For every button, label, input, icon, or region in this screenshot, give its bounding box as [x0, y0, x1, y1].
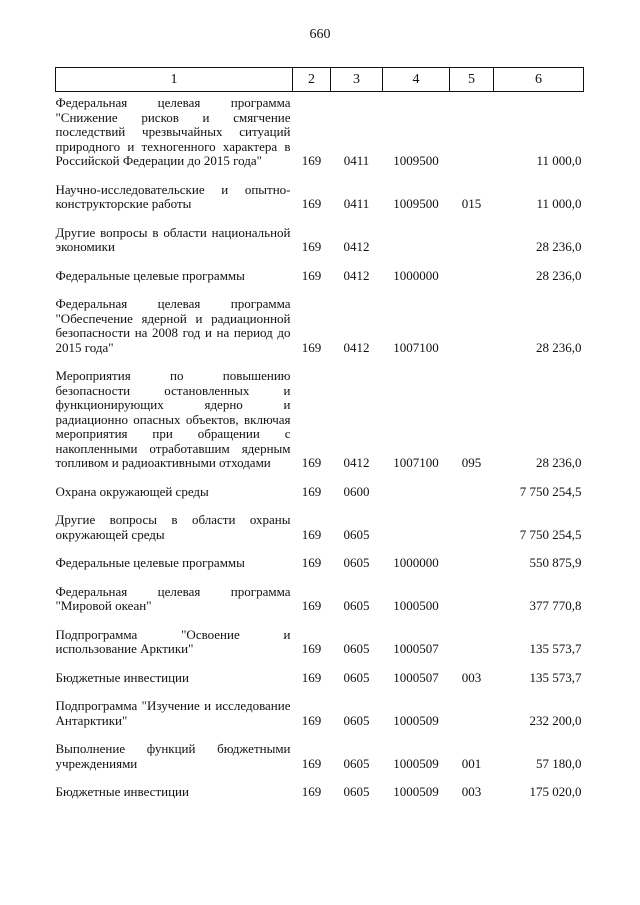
row-section-code: 0412	[343, 339, 370, 355]
row-expense-type	[450, 220, 494, 263]
row-ministry-code: 169	[301, 239, 322, 254]
row-name: Охрана окружающей среды	[55, 483, 209, 499]
header-col-1: 1	[56, 68, 293, 92]
row-name: Федеральная целевая программа "Снижение рисков и смягчение последствий чрезвычайных ситуаций природного и техногенного характера в Российской Федерации до 2015 года"	[55, 95, 291, 168]
row-amount: 135 573,7	[529, 641, 582, 656]
table-row	[56, 622, 584, 665]
row-name: Федеральная целевая программа "Обеспечение ядерной и радиационной безопасности на 2008 год и на период до 2015 года"	[55, 296, 291, 355]
row-name: Федеральные целевые программы	[55, 555, 245, 570]
row-expense-type	[450, 479, 494, 508]
row-expense-type: 003	[461, 784, 482, 799]
row-expense-type: 015	[461, 196, 482, 211]
table-body	[56, 92, 584, 808]
row-section-code: 0412	[343, 267, 370, 283]
budget-table	[55, 67, 584, 808]
row-name: Другие вопросы в области охраны окружающей среды	[55, 512, 291, 542]
row-name: Другие вопросы в области национальной экономики	[55, 224, 291, 254]
table-row	[56, 479, 584, 508]
row-amount: 135 573,7	[529, 669, 582, 685]
row-target-code: 1000509	[393, 784, 439, 799]
row-expense-type: 001	[461, 755, 482, 771]
row-ministry-code: 169	[301, 755, 322, 771]
table-row	[56, 550, 584, 579]
table-row	[56, 779, 584, 808]
row-ministry-code: 169	[301, 455, 322, 470]
row-ministry-code: 169	[301, 712, 322, 728]
row-section-code: 0605	[343, 641, 370, 656]
row-target-code: 1000509	[393, 755, 439, 771]
table-row	[56, 736, 584, 779]
table-row	[56, 263, 584, 292]
row-amount: 550 875,9	[529, 555, 582, 570]
row-section-code: 0605	[343, 755, 370, 771]
table-row	[56, 507, 584, 550]
row-amount: 11 000,0	[536, 196, 582, 211]
row-name: Подпрограмма "Изучение и исследование Антарктики"	[55, 698, 291, 728]
row-name: Научно-исследовательские и опытно-конструкторские работы	[55, 181, 291, 211]
row-section-code: 0605	[343, 712, 370, 728]
row-expense-type: 003	[461, 669, 482, 685]
row-section-code: 0605	[343, 526, 370, 542]
row-expense-type	[450, 507, 494, 550]
row-name: Выполнение функций бюджетными учреждениями	[55, 741, 291, 771]
row-expense-type: 095	[461, 455, 482, 470]
row-amount: 28 236,0	[536, 239, 582, 254]
row-ministry-code: 169	[301, 641, 322, 656]
row-name: Федеральная целевая программа "Мировой океан"	[55, 583, 291, 613]
row-target-code: 1009500	[393, 196, 439, 211]
row-section-code: 0605	[343, 598, 370, 613]
row-amount: 7 750 254,5	[519, 526, 582, 542]
table-row	[56, 220, 584, 263]
header-col-4: 4	[383, 68, 450, 92]
row-ministry-code: 169	[301, 196, 322, 211]
row-name: Подпрограмма "Освоение и использование Арктики"	[55, 626, 291, 656]
header-row	[56, 68, 584, 92]
row-target-code: 1000509	[393, 712, 439, 728]
row-expense-type	[450, 263, 494, 292]
row-target-code	[383, 220, 450, 263]
row-ministry-code: 169	[301, 598, 322, 613]
row-expense-type	[450, 92, 494, 177]
page-number: 660	[309, 27, 331, 42]
row-target-code: 1007100	[393, 339, 439, 355]
row-target-code	[383, 507, 450, 550]
table-row	[56, 363, 584, 479]
row-name: Бюджетные инвестиции	[55, 669, 189, 685]
row-amount: 28 236,0	[536, 267, 582, 283]
header-col-5: 5	[450, 68, 494, 92]
row-target-code: 1007100	[393, 455, 439, 470]
row-target-code: 1009500	[393, 153, 439, 168]
row-section-code: 0412	[343, 239, 370, 254]
row-target-code: 1000507	[393, 669, 439, 685]
row-target-code: 1000500	[393, 598, 439, 613]
row-expense-type	[450, 622, 494, 665]
row-target-code: 1000000	[393, 555, 439, 570]
row-amount: 28 236,0	[536, 339, 582, 355]
row-ministry-code: 169	[301, 339, 322, 355]
row-ministry-code: 169	[301, 483, 322, 499]
table-row	[56, 665, 584, 694]
row-expense-type	[450, 579, 494, 622]
row-amount: 377 770,8	[529, 598, 582, 613]
row-ministry-code: 169	[301, 267, 322, 283]
row-name: Федеральные целевые программы	[55, 267, 245, 283]
header-col-6: 6	[494, 68, 584, 92]
row-section-code: 0600	[343, 483, 370, 499]
table-row	[56, 177, 584, 220]
row-amount: 232 200,0	[529, 712, 582, 728]
row-ministry-code: 169	[301, 526, 322, 542]
header-col-2: 2	[293, 68, 331, 92]
row-expense-type	[450, 550, 494, 579]
table-row	[56, 693, 584, 736]
row-ministry-code: 169	[301, 153, 322, 168]
row-section-code: 0605	[343, 784, 370, 799]
row-section-code: 0605	[343, 555, 370, 570]
table-row	[56, 92, 584, 177]
row-section-code: 0411	[343, 153, 370, 168]
row-expense-type	[450, 693, 494, 736]
table-row	[56, 291, 584, 363]
table-row	[56, 579, 584, 622]
row-name: Мероприятия по повышению безопасности остановленных и функционирующих ядерно и радиационно опасных объектов, включая мероприятия при обращении с накопленными отработавшим ядерным топливом и радиоактивными отходами	[55, 368, 291, 470]
row-ministry-code: 169	[301, 555, 322, 570]
row-ministry-code: 169	[301, 784, 322, 799]
row-amount: 175 020,0	[529, 784, 582, 799]
header-col-3: 3	[331, 68, 383, 92]
row-amount: 7 750 254,5	[519, 483, 582, 499]
row-section-code: 0605	[343, 669, 370, 685]
table-header	[56, 68, 584, 92]
row-amount: 57 180,0	[536, 755, 582, 771]
row-ministry-code: 169	[301, 669, 322, 685]
row-section-code: 0412	[343, 455, 370, 470]
row-target-code	[383, 479, 450, 508]
row-target-code: 1000000	[393, 267, 439, 283]
row-name: Бюджетные инвестиции	[55, 784, 189, 799]
row-amount: 28 236,0	[536, 455, 582, 470]
row-target-code: 1000507	[393, 641, 439, 656]
row-section-code: 0411	[343, 196, 370, 211]
row-expense-type	[450, 291, 494, 363]
row-amount: 11 000,0	[536, 153, 582, 168]
